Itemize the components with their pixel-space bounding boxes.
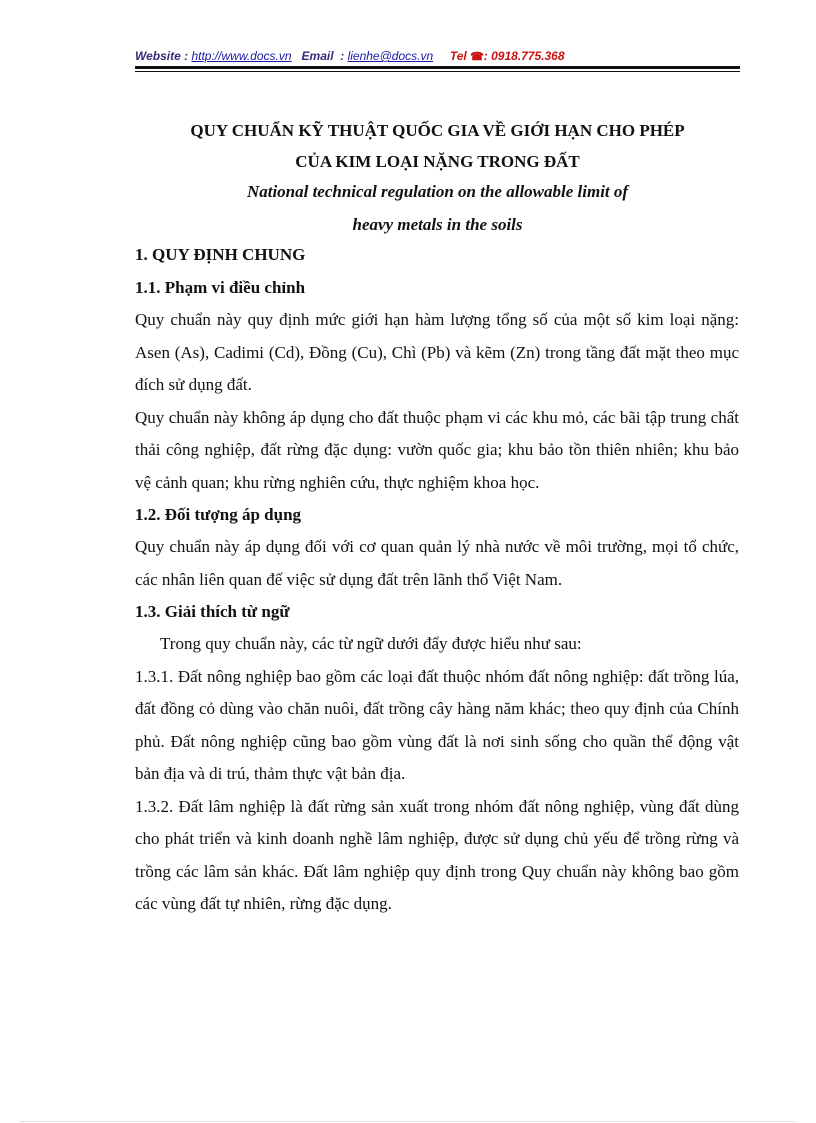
section-1-1-heading: 1.1. Phạm vi điều chỉnh xyxy=(135,278,306,297)
section-1-3-intro: Trong quy chuẩn này, các từ ngữ dưới đẩy được hiểu như sau: xyxy=(160,634,582,653)
section-1-3-2-paragraph: 1.3.2. Đất lâm nghiệp là đất rừng sản xuất trong nhóm đất nông nghiệp, vùng đất dùng cho phát triển và kinh doanh nghề lâm nghiệp, được sử dụng chủ yếu để trồng rừng và trồng các lâm sản khác. Đất lâm nghiệp quy định trong Quy chuẩn này không bao gồm các vùng đất tự nhiên, rừng đặc dụng. xyxy=(135,796,739,913)
email-link[interactable]: lienhe@docs.vn xyxy=(347,49,434,63)
section-1-3-1-paragraph: 1.3.1. Đất nông nghiệp bao gồm các loại đất thuộc nhóm đất nông nghiệp: đất trồng lúa, đất đồng cỏ dùng vào chăn nuôi, đất trồng cây hàng năm khác; theo quy định của Chính phủ. Đất nông nghiệp cũng bao gồm vùng đất là nơi sinh sống cho quần thể động vật bản địa và di trú, thảm thực vật bản địa. xyxy=(135,666,739,783)
english-title-line-2: heavy metals in the soils xyxy=(352,215,523,234)
document-body xyxy=(135,240,739,921)
phone-icon: ☎ xyxy=(470,51,484,63)
title-line-1: QUY CHUẨN KỸ THUẬT QUỐC GIA VỀ GIỚI HẠN CHO PHÉP xyxy=(190,121,685,140)
page-header xyxy=(135,48,740,65)
tel-label: Tel xyxy=(449,49,467,63)
english-title xyxy=(135,175,740,241)
tel-value: : 0918.775.368 xyxy=(483,49,565,63)
section-1-2-heading: 1.2. Đối tượng áp dụng xyxy=(135,505,302,524)
header-rule-thin xyxy=(135,71,740,72)
section-1-1-paragraph-1: Quy chuẩn này quy định mức giới hạn hàm lượng tổng số của một số kim loại nặng: Asen (As), Cadimi (Cd), Đồng (Cu), Chì (Pb) và kẽm (Zn) trong tầng đất mặt theo mục đích sử dụng đất. xyxy=(135,310,739,394)
section-1-1-paragraph-2: Quy chuẩn này không áp dụng cho đất thuộc phạm vi các khu mỏ, các bãi tập trung chất thải công nghiệp, đất rừng đặc dụng: vườn quốc gia; khu bảo tồn thiên nhiên; khu bảo vệ cảnh quan; khu rừng nghiên cứu, thực nghiệm khoa học. xyxy=(135,407,739,492)
email-label: Email xyxy=(301,49,334,63)
email-separator: : xyxy=(340,49,345,63)
page-bottom-border xyxy=(20,1121,796,1122)
section-1-2-paragraph: Quy chuẩn này áp dụng đối với cơ quan quản lý nhà nước về môi trường, mọi tổ chức, các nhân liên quan đế việc sử dụng đất trên lãnh thổ Việt Nam. xyxy=(135,537,739,589)
title-line-2: CỦA KIM LOẠI NẶNG TRONG ĐẤT xyxy=(295,152,580,171)
english-title-line-1: National technical regulation on the allowable limit of xyxy=(246,182,629,201)
document-title xyxy=(135,115,740,177)
website-link[interactable]: http://www.docs.vn xyxy=(191,49,292,63)
section-1-heading: 1. QUY ĐỊNH CHUNG xyxy=(135,245,306,264)
website-label: Website : xyxy=(135,49,189,63)
header-rule-thick xyxy=(135,66,740,69)
section-1-3-heading: 1.3. Giải thích từ ngữ xyxy=(135,602,290,621)
